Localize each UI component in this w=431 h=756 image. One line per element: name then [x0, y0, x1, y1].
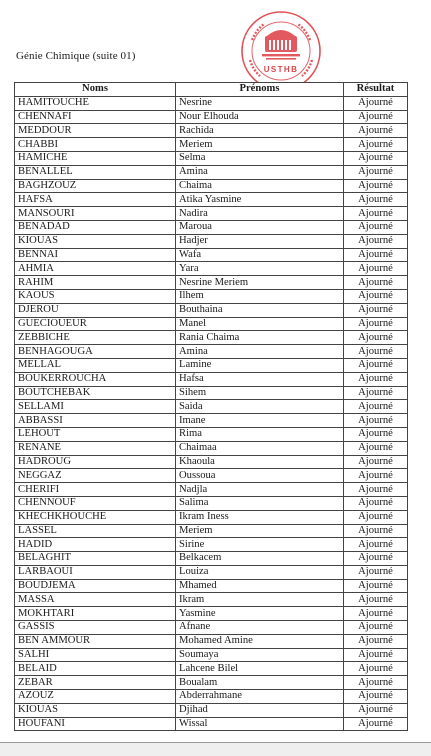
result-status: Ajourné: [344, 648, 408, 662]
student-last-name: BENNAI: [15, 248, 176, 262]
student-last-name: KIOUAS: [15, 703, 176, 717]
student-last-name: MEDDOUR: [15, 124, 176, 138]
student-first-name: Oussoua: [176, 469, 344, 483]
table-row: [15, 662, 408, 676]
student-last-name: MANSOURI: [15, 207, 176, 221]
table-row: [15, 372, 408, 386]
table-row: [15, 331, 408, 345]
result-status: Ajourné: [344, 524, 408, 538]
student-last-name: CHENNOUF: [15, 496, 176, 510]
student-first-name: Saida: [176, 400, 344, 414]
student-first-name: Lamine: [176, 358, 344, 372]
table-row: [15, 414, 408, 428]
table-row: [15, 400, 408, 414]
result-status: Ajourné: [344, 289, 408, 303]
student-last-name: BENALLEL: [15, 165, 176, 179]
student-last-name: BENHAGOUGA: [15, 345, 176, 359]
student-first-name: Abderrahmane: [176, 690, 344, 704]
student-last-name: AZOUZ: [15, 690, 176, 704]
student-last-name: SALHI: [15, 648, 176, 662]
table-row: [15, 276, 408, 290]
table-row: [15, 151, 408, 165]
result-status: Ajourné: [344, 372, 408, 386]
student-first-name: Belkacem: [176, 552, 344, 566]
student-last-name: ZEBBICHE: [15, 331, 176, 345]
table-row: [15, 248, 408, 262]
result-status: Ajourné: [344, 303, 408, 317]
student-last-name: HOUFANI: [15, 717, 176, 731]
student-last-name: BOUTCHEBAK: [15, 386, 176, 400]
result-status: Ajourné: [344, 510, 408, 524]
result-status: Ajourné: [344, 276, 408, 290]
student-first-name: Sirine: [176, 538, 344, 552]
result-status: Ajourné: [344, 455, 408, 469]
result-status: Ajourné: [344, 676, 408, 690]
table-row: [15, 303, 408, 317]
table-row: [15, 96, 408, 110]
table-row: [15, 317, 408, 331]
table-row: [15, 427, 408, 441]
table-row: [15, 717, 408, 731]
student-last-name: ZEBAR: [15, 676, 176, 690]
student-last-name: RAHIM: [15, 276, 176, 290]
student-last-name: BENADAD: [15, 220, 176, 234]
student-last-name: BELAGHIT: [15, 552, 176, 566]
student-last-name: SELLAMI: [15, 400, 176, 414]
student-first-name: Hafsa: [176, 372, 344, 386]
table-row: [15, 469, 408, 483]
table-row: [15, 690, 408, 704]
student-first-name: Mohamed Amine: [176, 634, 344, 648]
student-first-name: Ilhem: [176, 289, 344, 303]
student-first-name: Ikram Iness: [176, 510, 344, 524]
student-first-name: Yasmine: [176, 607, 344, 621]
table-row: [15, 579, 408, 593]
result-status: Ajourné: [344, 262, 408, 276]
table-row: [15, 703, 408, 717]
student-first-name: Chaima: [176, 179, 344, 193]
table-row: [15, 593, 408, 607]
result-status: Ajourné: [344, 552, 408, 566]
student-first-name: Wissal: [176, 717, 344, 731]
column-header-resultat: Résultat: [344, 83, 408, 97]
student-first-name: Afnane: [176, 621, 344, 635]
student-first-name: Nesrine Meriem: [176, 276, 344, 290]
student-first-name: Hadjer: [176, 234, 344, 248]
student-last-name: LARBAOUI: [15, 565, 176, 579]
result-status: Ajourné: [344, 662, 408, 676]
stamp-label: USTHB: [263, 65, 299, 74]
table-row: [15, 496, 408, 510]
student-last-name: HAFSA: [15, 193, 176, 207]
student-first-name: Manel: [176, 317, 344, 331]
student-first-name: Ikram: [176, 593, 344, 607]
table-header-row: [15, 83, 408, 97]
column-header-prenoms: Prénoms: [176, 83, 344, 97]
result-status: Ajourné: [344, 607, 408, 621]
result-status: Ajourné: [344, 621, 408, 635]
table-row: [15, 358, 408, 372]
student-last-name: GUECIOUEUR: [15, 317, 176, 331]
result-status: Ajourné: [344, 220, 408, 234]
table-row: [15, 524, 408, 538]
table-row: [15, 510, 408, 524]
student-first-name: Selma: [176, 151, 344, 165]
student-last-name: DJEROU: [15, 303, 176, 317]
result-status: Ajourné: [344, 483, 408, 497]
student-last-name: BAGHZOUZ: [15, 179, 176, 193]
table-row: [15, 234, 408, 248]
student-first-name: Chaimaa: [176, 441, 344, 455]
result-status: Ajourné: [344, 538, 408, 552]
student-first-name: Soumaya: [176, 648, 344, 662]
table-row: [15, 607, 408, 621]
document-heading: Génie Chimique (suite 01): [16, 50, 136, 62]
student-last-name: NEGGAZ: [15, 469, 176, 483]
column-header-noms: Noms: [15, 83, 176, 97]
result-status: Ajourné: [344, 207, 408, 221]
table-row: [15, 138, 408, 152]
student-last-name: BOUKERROUCHA: [15, 372, 176, 386]
student-last-name: MOKHTARI: [15, 607, 176, 621]
student-first-name: Meriem: [176, 524, 344, 538]
student-last-name: HAMITOUCHE: [15, 96, 176, 110]
student-first-name: Boualam: [176, 676, 344, 690]
result-status: Ajourné: [344, 165, 408, 179]
table-row: [15, 621, 408, 635]
page-bottom-margin: [0, 743, 431, 756]
result-status: Ajourné: [344, 193, 408, 207]
student-first-name: Sihem: [176, 386, 344, 400]
student-last-name: CHABBI: [15, 138, 176, 152]
student-last-name: BOUDJEMA: [15, 579, 176, 593]
table-row: [15, 552, 408, 566]
result-status: Ajourné: [344, 593, 408, 607]
student-last-name: CHERIFI: [15, 483, 176, 497]
result-status: Ajourné: [344, 703, 408, 717]
student-first-name: Maroua: [176, 220, 344, 234]
student-first-name: Meriem: [176, 138, 344, 152]
result-status: Ajourné: [344, 317, 408, 331]
student-last-name: LASSEL: [15, 524, 176, 538]
student-first-name: Salima: [176, 496, 344, 510]
student-last-name: CHENNAFI: [15, 110, 176, 124]
student-first-name: Amina: [176, 345, 344, 359]
table-row: [15, 193, 408, 207]
table-row: [15, 634, 408, 648]
student-last-name: LEHOUT: [15, 427, 176, 441]
table-row: [15, 179, 408, 193]
student-first-name: Khaoula: [176, 455, 344, 469]
result-status: Ajourné: [344, 717, 408, 731]
result-status: Ajourné: [344, 565, 408, 579]
result-status: Ajourné: [344, 386, 408, 400]
student-last-name: GASSIS: [15, 621, 176, 635]
table-row: [15, 565, 408, 579]
student-first-name: Djihad: [176, 703, 344, 717]
result-status: Ajourné: [344, 345, 408, 359]
student-last-name: MASSA: [15, 593, 176, 607]
student-last-name: AHMIA: [15, 262, 176, 276]
table-row: [15, 538, 408, 552]
result-status: Ajourné: [344, 248, 408, 262]
table-row: [15, 110, 408, 124]
student-last-name: HADROUG: [15, 455, 176, 469]
table-row: [15, 648, 408, 662]
result-status: Ajourné: [344, 110, 408, 124]
result-status: Ajourné: [344, 96, 408, 110]
student-first-name: Louiza: [176, 565, 344, 579]
table-row: [15, 207, 408, 221]
result-status: Ajourné: [344, 414, 408, 428]
table-row: [15, 289, 408, 303]
student-first-name: Rania Chaima: [176, 331, 344, 345]
student-first-name: Rachida: [176, 124, 344, 138]
student-last-name: KHECHKHOUCHE: [15, 510, 176, 524]
student-first-name: Nadjla: [176, 483, 344, 497]
student-first-name: Nour Elhouda: [176, 110, 344, 124]
result-status: Ajourné: [344, 179, 408, 193]
table-row: [15, 483, 408, 497]
student-last-name: BELAID: [15, 662, 176, 676]
result-status: Ajourné: [344, 400, 408, 414]
table-row: [15, 441, 408, 455]
student-first-name: Nadira: [176, 207, 344, 221]
student-first-name: Nesrine: [176, 96, 344, 110]
student-first-name: Mhamed: [176, 579, 344, 593]
student-first-name: Imane: [176, 414, 344, 428]
result-status: Ajourné: [344, 151, 408, 165]
result-status: Ajourné: [344, 124, 408, 138]
student-first-name: Atika Yasmine: [176, 193, 344, 207]
student-first-name: Rima: [176, 427, 344, 441]
results-table: [14, 82, 408, 731]
table-row: [15, 262, 408, 276]
table-row: [15, 124, 408, 138]
university-stamp-icon: [240, 10, 322, 92]
table-row: [15, 345, 408, 359]
table-row: [15, 455, 408, 469]
student-first-name: Wafa: [176, 248, 344, 262]
result-status: Ajourné: [344, 441, 408, 455]
student-last-name: HAMICHE: [15, 151, 176, 165]
table-row: [15, 165, 408, 179]
result-status: Ajourné: [344, 234, 408, 248]
result-status: Ajourné: [344, 358, 408, 372]
student-first-name: Bouthaina: [176, 303, 344, 317]
result-status: Ajourné: [344, 579, 408, 593]
student-last-name: MELLAL: [15, 358, 176, 372]
student-first-name: Lahcene Bilel: [176, 662, 344, 676]
result-status: Ajourné: [344, 427, 408, 441]
student-last-name: ABBASSI: [15, 414, 176, 428]
result-status: Ajourné: [344, 331, 408, 345]
result-status: Ajourné: [344, 634, 408, 648]
result-status: Ajourné: [344, 138, 408, 152]
student-last-name: KAOUS: [15, 289, 176, 303]
table-row: [15, 220, 408, 234]
result-status: Ajourné: [344, 496, 408, 510]
student-first-name: Amina: [176, 165, 344, 179]
student-last-name: HADID: [15, 538, 176, 552]
student-first-name: Yara: [176, 262, 344, 276]
table-row: [15, 386, 408, 400]
student-last-name: KIOUAS: [15, 234, 176, 248]
result-status: Ajourné: [344, 469, 408, 483]
table-row: [15, 676, 408, 690]
student-last-name: BEN AMMOUR: [15, 634, 176, 648]
result-status: Ajourné: [344, 690, 408, 704]
student-last-name: RENANE: [15, 441, 176, 455]
